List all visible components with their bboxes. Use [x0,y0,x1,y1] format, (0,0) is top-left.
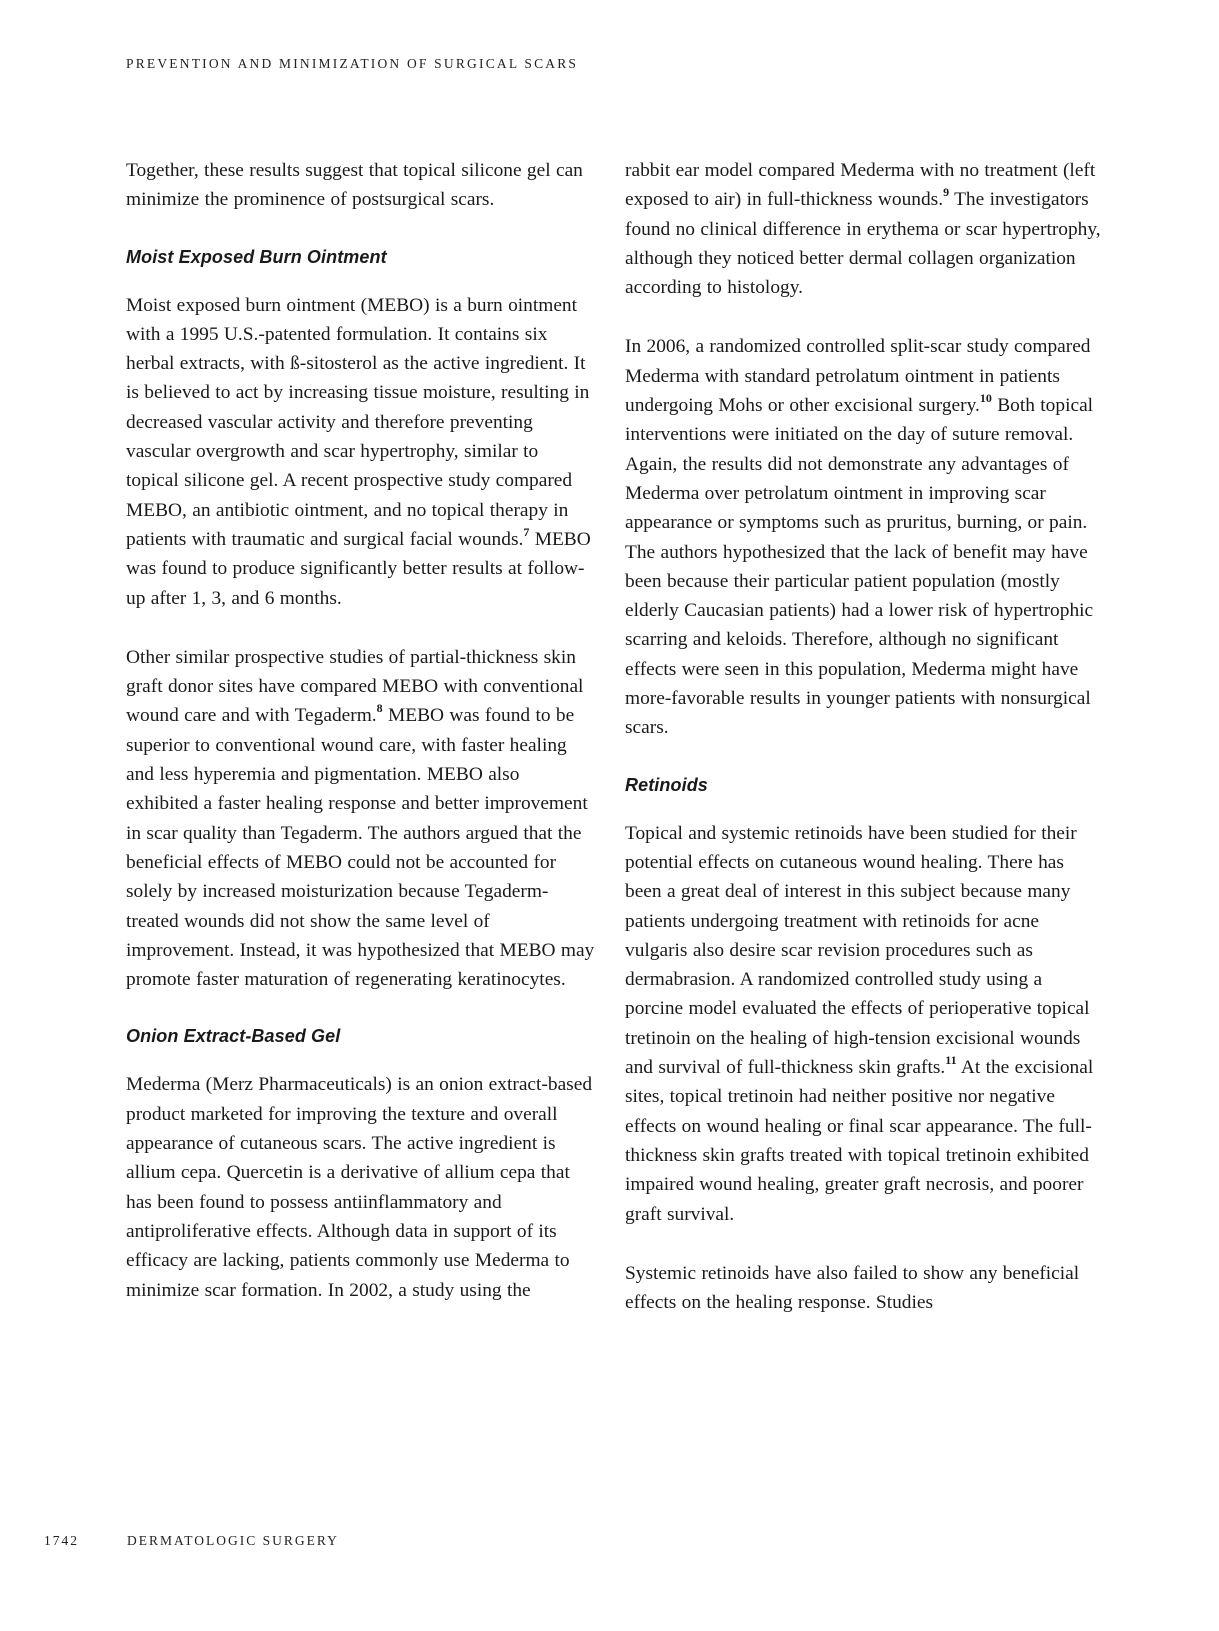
section-heading-onion: Onion Extract-Based Gel [126,1026,341,1047]
paragraph-text: The investigators found no clinical difference in erythema or scar hypertrophy, although they noticed better dermal collagen organization according to histology. [625,189,1101,299]
section-heading-mebo: Moist Exposed Burn Ointment [126,246,387,267]
reference-marker: 10 [979,390,992,405]
section-heading-retinoids: Retinoids [625,774,708,795]
paragraph [625,332,1103,742]
reference-marker: 11 [945,1052,957,1067]
running-head: PREVENTION AND MINIMIZATION OF SURGICAL SCARS [126,56,579,71]
left-column [126,156,596,1335]
page-number: 1742 [44,1533,79,1548]
reference-marker: 8 [376,700,383,715]
paragraph-text: In 2006, a randomized controlled split-scar study compared Mederma with standard petrolatum ointment in patients undergoing Mohs or other excisional surgery. [625,336,1091,417]
paragraph: Mederma (Merz Pharmaceuticals) is an onion extract-based product marketed for improving the texture and overall appearance of cutaneous scars. The active ingredient is allium cepa. Quercetin is a derivative of allium cepa that has been found to possess antiinflammatory and antiproliferative effects. Although data in support of its efficacy are lacking, patients commonly use Mederma to minimize scar formation. In 2002, a study using the [126,1074,593,1301]
reference-marker: 7 [523,524,530,539]
paragraph-text: Other similar prospective studies of partial-thickness skin graft donor sites have compared MEBO with conventional wound care and with Tegaderm. [126,646,584,727]
paragraph-text: Topical and systemic retinoids have been studied for their potential effects on cutaneous wound healing. There has been a great deal of interest in this subject because many patients undergoing treatment with retinoids for acne vulgaris also desire scar revision procedures such as dermabrasion. A randomized controlled study using a porcine model evaluated the effects of perioperative topical tretinoin on the healing of high-tension excisional wounds and survival of full-thickness skin grafts. [625,822,1090,1079]
paragraph [126,291,596,613]
right-column [625,156,1103,1347]
paragraph-text: rabbit ear model compared Mederma with no treatment (left exposed to air) in full-thickness wounds. [625,160,1096,211]
paragraph-text: MEBO was found to be superior to conventional wound care, with faster healing and less hyperemia and pigmentation. MEBO also exhibited a faster healing response and better improvement in scar quality than Tegaderm. The authors argued that the beneficial effects of MEBO could not be accounted for solely by increased moisturization because Tegaderm-treated wounds did not show the same level of improvement. Instead, it was hypothesized that MEBO may promote faster maturation of regenerating keratinocytes. [126,705,595,991]
paragraph: Systemic retinoids have also failed to show any beneficial effects on the healing response. Studies [625,1262,1080,1314]
paragraph-text: Moist exposed burn ointment (MEBO) is a burn ointment with a 1995 U.S.-patented formulation. It contains six herbal extracts, with ß-sitosterol as the active ingredient. It is believed to act by increasing tissue moisture, resulting in decreased vascular activity and therefore preventing vascular overgrowth and scar hypertrophy, similar to topical silicone gel. A recent prospective study compared MEBO, an antibiotic ointment, and no topical therapy in patients with traumatic and surgical facial wounds. [126,294,590,550]
paragraph-text: MEBO was found to produce significantly better results at follow-up after 1, 3, and 6 months. [126,528,591,609]
paragraph [625,819,1103,1229]
paragraph: Together, these results suggest that topical silicone gel can minimize the prominence of postsurgical scars. [126,160,583,211]
reference-marker: 9 [943,184,950,199]
paragraph-text: At the excisional sites, topical tretinoin had neither positive nor negative effects on wound healing or final scar appearance. The full-thickness skin grafts treated with topical tretinoin exhibited impaired wound healing, greater graft necrosis, and poorer graft survival. [625,1057,1094,1225]
paragraph [625,156,1103,302]
paragraph-text: Both topical interventions were initiated on the day of suture removal. Again, the results did not demonstrate any advantages of Mederma over petrolatum ointment in improving scar appearance or symptoms such as pruritus, burning, or pain. The authors hypothesized that the lack of benefit may have been because their particular patient population (mostly elderly Caucasian patients) had a lower risk of hypertrophic scarring and keloids. Therefore, although no significant effects were seen in this population, Mederma might have more-favorable results in younger patients with nonsurgical scars. [625,395,1094,739]
paragraph [126,643,596,995]
journal-name: DERMATOLOGIC SURGERY [127,1533,339,1548]
